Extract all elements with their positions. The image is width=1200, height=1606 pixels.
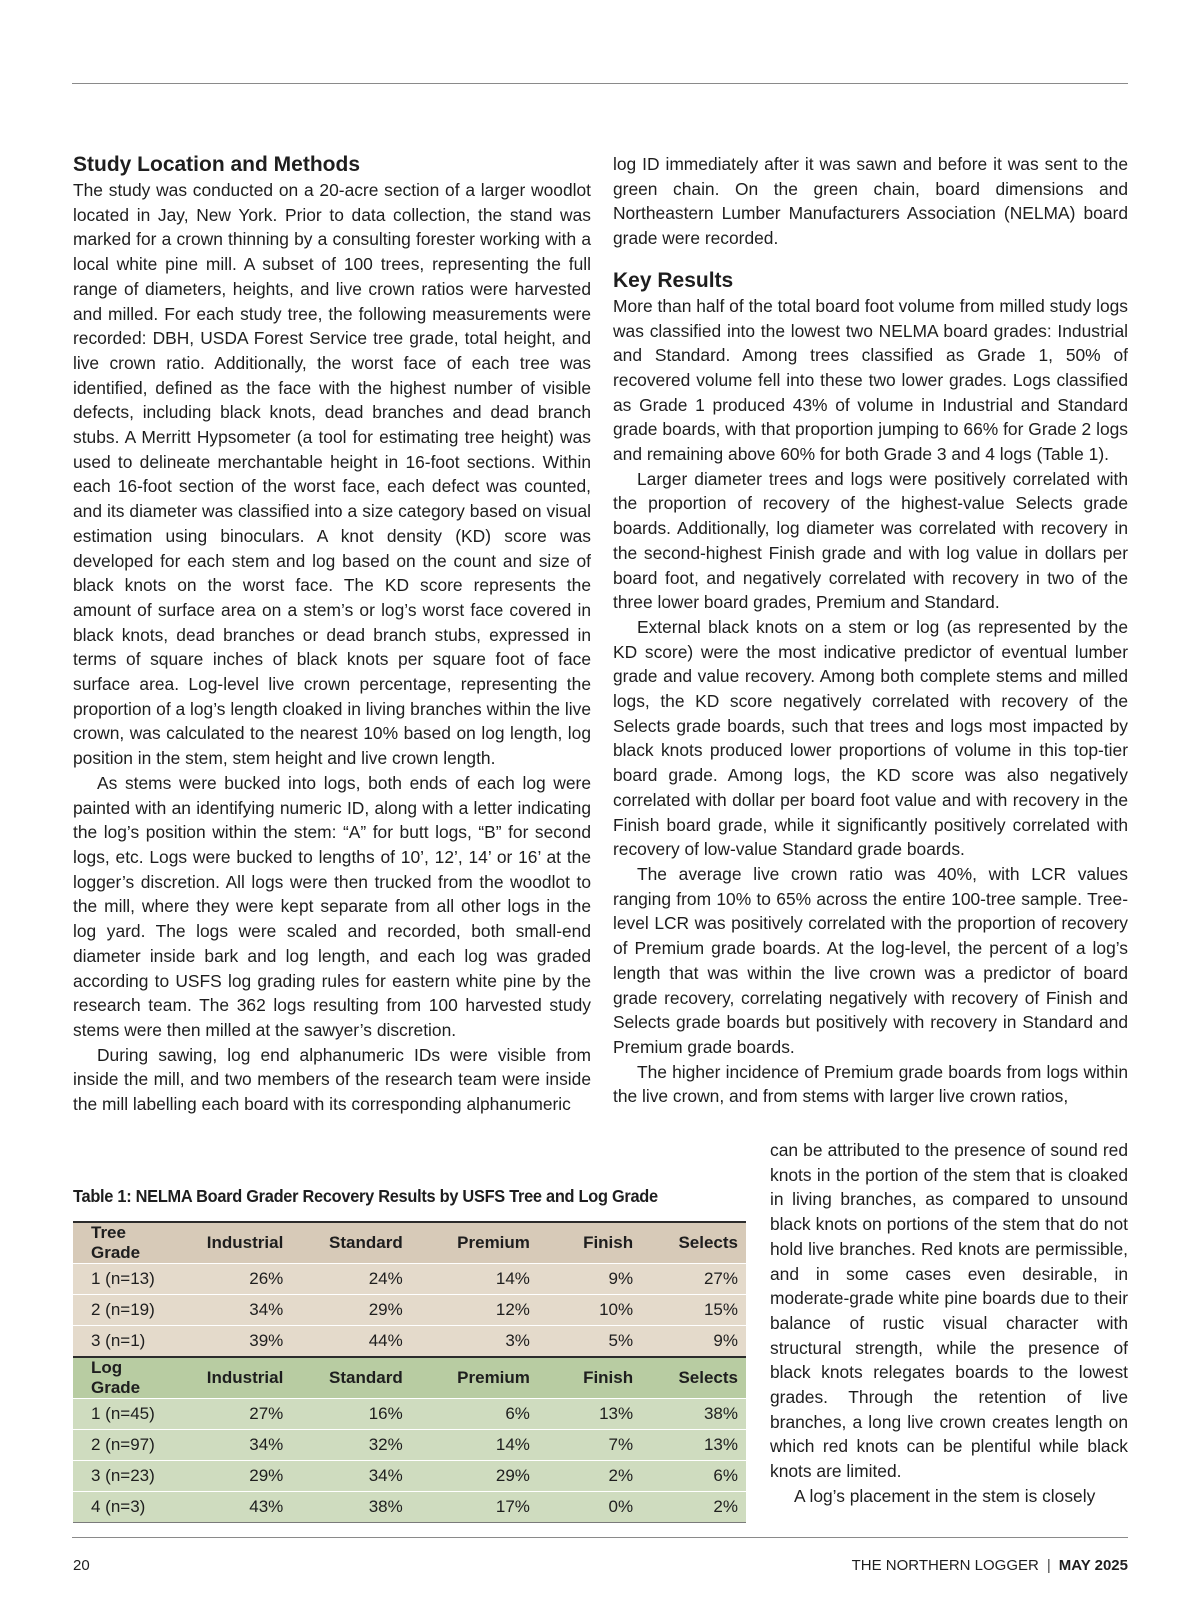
table-cell: 6% [411, 1399, 538, 1430]
table-cell: 14% [411, 1430, 538, 1461]
right-column [613, 152, 1128, 1109]
column-header: Industrial [181, 1357, 291, 1399]
methods-paragraph-1: The study was conducted on a 20-acre section of a larger woodlot located in Jay, New York. Prior to data collection, the stand was marked for a crown thinning by a consulting forester working with a local white pine mill. A subset of 100 trees, representing the full range of diameters, heights, and live crown ratios were harvested and milled. For each study tree, the following measurements were recorded: DBH, USDA Forest Service tree grade, total height, and live crown ratio. Additionally, the worst face of each tree was identified, defined as the face with the highest number of visible defects, including black knots, dead branches and dead branch stubs. A Merritt Hypsometer (a tool for estimating tree height) was used to delineate merchantable height in 16-foot sections. Within each 16-foot section of the worst face, each defect was counted, and its diameter was classified into a size category based on visual estimation using binoculars. A knot density (KD) score was developed for each stem and log based on the count and size of black knots on the worst face. The KD score represents the amount of surface area on a stem’s or log’s worst face covered in black knots, dead branches or dead branch stubs, expressed in terms of square inches of black knots per square foot of face surface area. Log-level live crown percentage, representing the proportion of a log’s length cloaked in living branches within the live crown, was calculated to the nearest 10% based on log length, log position in the stem, stem height and live crown length. [73, 180, 591, 769]
table-cell: 24% [291, 1264, 410, 1295]
table-header-row [73, 1357, 746, 1399]
table-cell: 2 (n=97) [73, 1430, 181, 1461]
table-cell: 26% [181, 1264, 291, 1295]
table-title: Table 1: NELMA Board Grader Recovery Results by USFS Tree and Log Grade [73, 1186, 658, 1206]
header-rule [72, 83, 1128, 84]
table-cell: 16% [291, 1399, 410, 1430]
issue-date: MAY 2025 [1058, 1557, 1128, 1574]
grade-recovery-table [73, 1221, 746, 1523]
footer-separator: | [1046, 1557, 1051, 1574]
methods-paragraph-2: As stems were bucked into logs, both ends of each log were painted with an identifying numeric ID, along with a letter indicating the log’s position within the stem: “A” for butt logs, “B” for second logs, etc. Logs were bucked to lengths of 10’, 12’, 14’ or 16’ at the logger’s discretion. All logs were then trucked from the woodlot to the mill, where they were kept separate from all other logs in the log yard. The logs were scaled and recorded, both small-end diameter inside bark and log length, and each log was graded according to USFS log grading rules for eastern white pine by the research team. The 362 logs resulting from 100 harvested study stems were then milled at the sawyer’s discretion. [73, 772, 591, 1040]
table-cell: 38% [291, 1492, 410, 1523]
table-cell: 3% [411, 1326, 538, 1358]
column-header: Finish [538, 1222, 641, 1264]
table-cell: 1 (n=13) [73, 1264, 181, 1295]
table-cell: 29% [181, 1461, 291, 1492]
table-cell: 1 (n=45) [73, 1399, 181, 1430]
table-cell: 2 (n=19) [73, 1295, 181, 1326]
table-cell: 12% [411, 1295, 538, 1326]
table-cell: 34% [181, 1430, 291, 1461]
table-cell: 17% [411, 1492, 538, 1523]
table-cell: 29% [291, 1295, 410, 1326]
table-cell: 14% [411, 1264, 538, 1295]
column-header: Finish [538, 1357, 641, 1399]
table-cell: 7% [538, 1430, 641, 1461]
publication-name: THE NORTHERN LOGGER [851, 1557, 1039, 1574]
table-cell: 4 (n=3) [73, 1492, 181, 1523]
table-row [73, 1326, 746, 1358]
table-row [73, 1461, 746, 1492]
table-row [73, 1399, 746, 1430]
column-header: Premium [411, 1357, 538, 1399]
table-cell: 27% [181, 1399, 291, 1430]
results-paragraph-6: A log’s placement in the stem is closely [794, 1485, 1096, 1506]
footer-publication [852, 1557, 1128, 1574]
column-header: Tree Grade [73, 1222, 181, 1264]
table-cell: 32% [291, 1430, 410, 1461]
table-cell: 15% [641, 1295, 746, 1326]
left-column [73, 152, 591, 1117]
table-cell: 34% [291, 1461, 410, 1492]
table-cell: 5% [538, 1326, 641, 1358]
table-cell: 38% [641, 1399, 746, 1430]
methods-paragraph-3: During sawing, log end alphanumeric IDs were visible from inside the mill, and two members of the research team were inside the mill labelling each board with its corresponding alphanumeric [73, 1044, 591, 1115]
table-row [73, 1430, 746, 1461]
table-cell: 6% [641, 1461, 746, 1492]
table-cell: 9% [641, 1326, 746, 1358]
table-cell: 2% [641, 1492, 746, 1523]
section-heading-key-results: Key Results [613, 268, 734, 292]
results-paragraph-5-continued: can be attributed to the presence of sound red knots in the portion of the stem that is cloaked in living branches, as compared to unsound black knots on portions of the stem that do not hold live branches. Red knots are permissible, and in some cases even desirable, in moderate-grade white pine boards due to their balance of rustic visual character with structural strength, while the presence of black knots relegates boards to the lowest grades. Through the retention of live branches, a long live crown creates length on which red knots can be plentiful while black knots are limited. [770, 1140, 1128, 1482]
table-cell: 9% [538, 1264, 641, 1295]
results-paragraph-3: External black knots on a stem or log (as represented by the KD score) were the most indicative predictor of eventual lumber grade and value recovery. Among both complete stems and milled logs, the KD score negatively correlated with recovery of the Selects grade boards, such that trees and logs most impacted by black knots produced lower proportions of volume in this top-tier board grade. Among logs, the KD score was also negatively correlated with dollar per board foot value and with recovery in the Finish board grade, while it significantly positively correlated with recovery of low-value Standard grade boards. [613, 616, 1128, 860]
results-paragraph-1: More than half of the total board foot volume from milled study logs was classified into the lowest two NELMA board grades: Industrial and Standard. Among trees classified as Grade 1, 50% of recovered volume fell into these two lower grades. Logs classified as Grade 1 produced 43% of volume in Industrial and Standard grade boards, with that proportion jumping to 66% for Grade 2 logs and remaining above 60% for both Grade 3 and 4 logs (Table 1). [613, 295, 1128, 465]
table-row [73, 1264, 746, 1295]
table-cell: 3 (n=23) [73, 1461, 181, 1492]
table-row [73, 1492, 746, 1523]
methods-paragraph-continued: log ID immediately after it was sawn and before it was sent to the green chain. On the green chain, board dimensions and Northeastern Lumber Manufacturers Association (NELMA) board grade were recorded. [613, 154, 1128, 249]
results-paragraph-5: The higher incidence of Premium grade boards from logs within the live crown, and from stems with larger live crown ratios, [613, 1061, 1128, 1107]
table-header-row [73, 1222, 746, 1264]
table-cell: 13% [641, 1430, 746, 1461]
table-cell: 2% [538, 1461, 641, 1492]
table-cell: 3 (n=1) [73, 1326, 181, 1358]
table-cell: 13% [538, 1399, 641, 1430]
results-paragraph-2: Larger diameter trees and logs were positively correlated with the proportion of recovery of the highest-value Selects grade boards. Additionally, log diameter was correlated with recovery in the second-highest Finish grade and with log value in dollars per board foot, and negatively correlated with recovery in two of the three lower board grades, Premium and Standard. [613, 468, 1128, 613]
table-cell: 34% [181, 1295, 291, 1326]
column-header: Industrial [181, 1222, 291, 1264]
page-number: 20 [73, 1557, 90, 1574]
table-cell: 44% [291, 1326, 410, 1358]
table-cell: 39% [181, 1326, 291, 1358]
table-cell: 0% [538, 1492, 641, 1523]
table-cell: 27% [641, 1264, 746, 1295]
column-header: Log Grade [73, 1357, 181, 1399]
column-header: Standard [291, 1222, 410, 1264]
table-cell: 43% [181, 1492, 291, 1523]
column-header: Selects [641, 1357, 746, 1399]
column-header: Premium [411, 1222, 538, 1264]
table-row [73, 1295, 746, 1326]
column-header: Standard [291, 1357, 410, 1399]
narrow-column [770, 1138, 1128, 1509]
table-cell: 29% [411, 1461, 538, 1492]
column-header: Selects [641, 1222, 746, 1264]
results-paragraph-4: The average live crown ratio was 40%, with LCR values ranging from 10% to 65% across the entire 100-tree sample. Tree-level LCR was positively correlated with the proportion of recovery of Premium grade boards. At the log-level, the percent of a log’s length that was within the live crown was a predictor of board grade recovery, correlating negatively with recovery of Finish and Selects grade boards but positively with recovery in Standard and Premium grade boards. [613, 863, 1128, 1057]
footer-rule [72, 1537, 1128, 1538]
table-cell: 10% [538, 1295, 641, 1326]
section-heading-methods: Study Location and Methods [73, 153, 360, 176]
